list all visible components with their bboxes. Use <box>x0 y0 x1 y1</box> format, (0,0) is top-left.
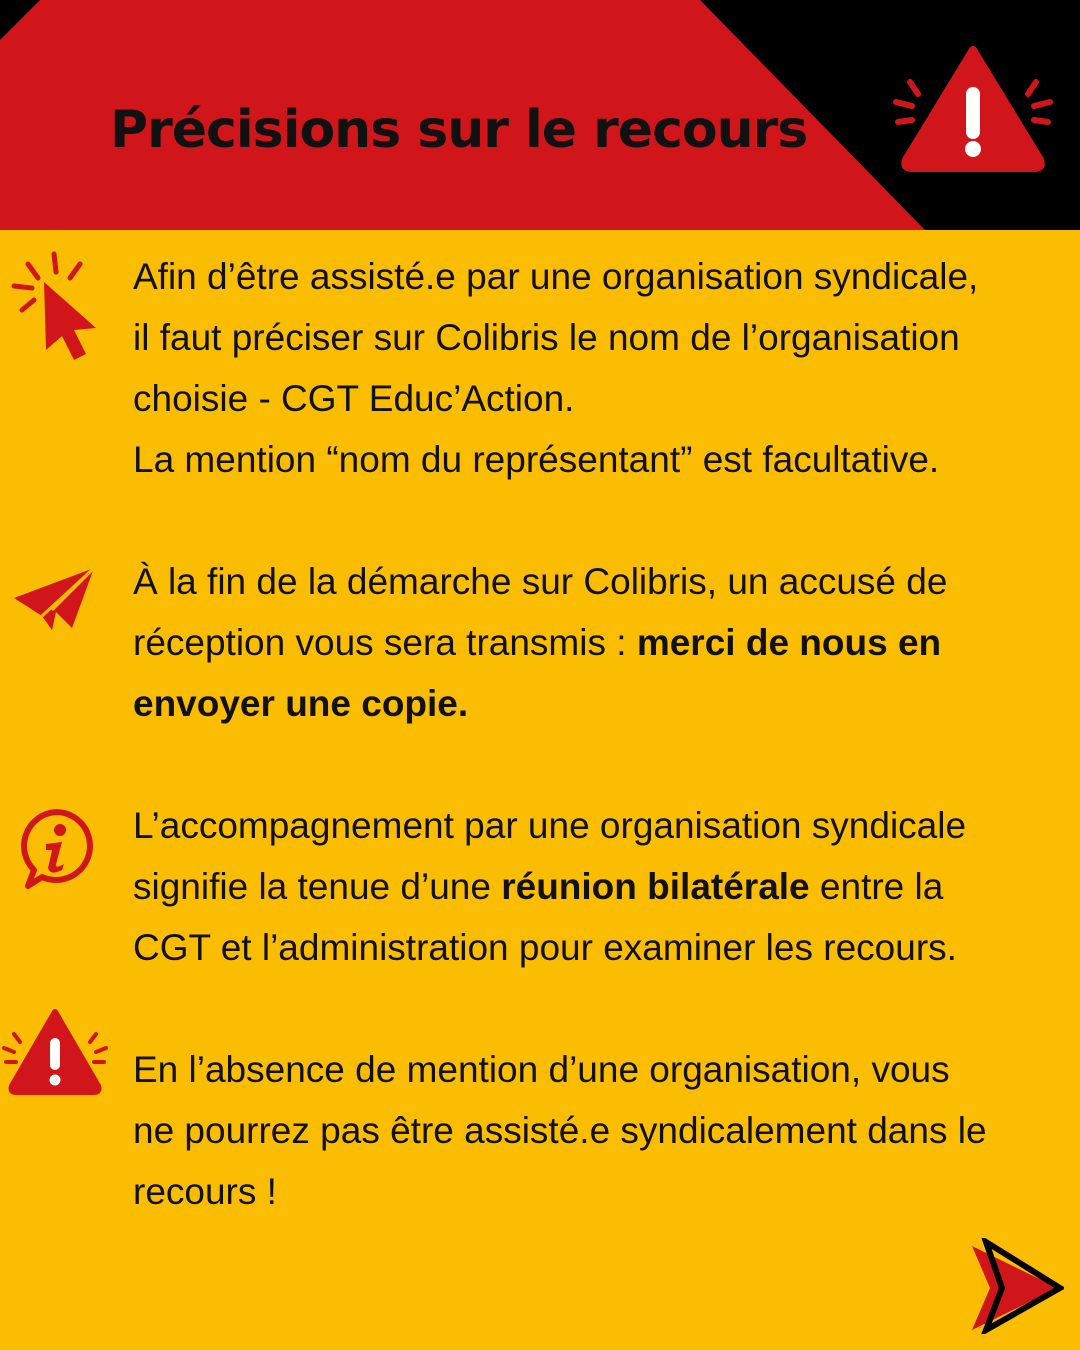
text-line: La mention “nom du représentant” est facultative. <box>133 439 940 480</box>
text-line: choisie - CGT Educ’Action. <box>133 378 575 419</box>
text-line <box>133 856 1063 917</box>
text-line: ne pourrez pas être assisté.e syndicalement dans le <box>133 1110 987 1151</box>
emphasis-text: merci de nous en <box>636 622 942 663</box>
section-2-text <box>133 551 1063 734</box>
warning-icon <box>0 1006 110 1096</box>
text-line: L’accompagnement par une organisation syndicale <box>133 805 967 846</box>
info-bubble-icon <box>16 806 96 890</box>
cursor-click-icon <box>10 250 102 366</box>
text-run: réception vous sera transmis : <box>133 622 637 663</box>
text-line: Afin d’être assisté.e par une organisation syndicale, <box>133 256 979 297</box>
text-line: À la fin de la démarche sur Colibris, un accusé de <box>133 561 948 602</box>
section-3-text <box>133 795 1063 978</box>
text-line: CGT et l’administration pour examiner les recours. <box>133 927 957 968</box>
emphasis-text: envoyer une copie. <box>133 683 469 724</box>
text-line <box>133 612 1063 673</box>
text-line: il faut préciser sur Colibris le nom de l’organisation <box>133 317 960 358</box>
text-line <box>133 673 1063 734</box>
emphasis-text: réunion bilatérale <box>501 866 810 907</box>
text-line: recours ! <box>133 1171 277 1212</box>
warning-icon <box>888 42 1058 176</box>
paper-plane-icon <box>12 564 98 636</box>
text-run: signifie la tenue d’une <box>133 866 502 907</box>
section-4-text <box>133 1039 1063 1222</box>
text-line: En l’absence de mention d’une organisation, vous <box>133 1049 950 1090</box>
section-1-text <box>133 246 1063 490</box>
text-run: entre la <box>809 866 944 907</box>
page-title: Précisions sur le recours <box>110 100 808 160</box>
next-arrow-icon[interactable] <box>960 1238 1064 1334</box>
